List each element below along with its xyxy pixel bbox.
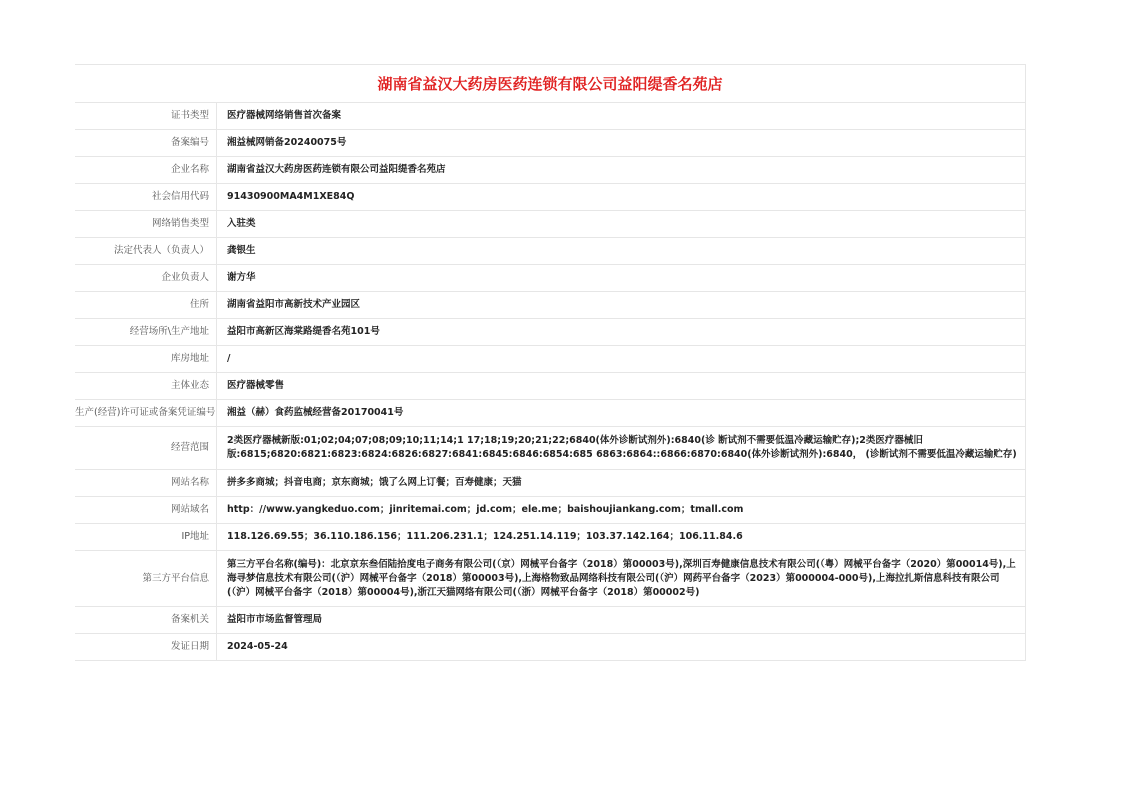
row-business-scope <box>75 427 1026 470</box>
label-license-number: 生产(经营)许可证或备案凭证编号 <box>75 400 217 427</box>
value-legal-rep: 龚银生 <box>217 238 1026 265</box>
row-warehouse-address <box>75 346 1026 373</box>
label-residence: 住所 <box>75 292 217 319</box>
row-sales-type <box>75 211 1026 238</box>
value-sales-type: 入驻类 <box>217 211 1026 238</box>
label-third-party-platform: 第三方平台信息 <box>75 551 217 607</box>
row-website-domain <box>75 497 1026 524</box>
row-issue-date <box>75 634 1026 661</box>
row-website-name <box>75 470 1026 497</box>
page-title: 湖南省益汉大药房医药连锁有限公司益阳缇香名苑店 <box>377 75 723 93</box>
row-ip-address <box>75 524 1026 551</box>
value-business-address: 益阳市高新区海棠路缇香名苑101号 <box>217 319 1026 346</box>
value-third-party-platform: 第三方平台名称(编号)：北京京东叁佰陆拾度电子商务有限公司(（京）网械平台备字（2018）第00003号),深圳百寿健康信息技术有限公司(（粤）网械平台备字（2020）第00014号),上海寻梦信息技术有限公司(（沪）网械平台备字（2018）第00003号),上海格物致品网络科技有限公司(（沪）网药平台备字（2023）第000004-000号),上海拉扎斯信息科技有限公司(（沪）网械平台备字（2018）第00004号),浙江天猫网络有限公司(（浙）网械平台备字（2018）第00002号) <box>217 551 1026 607</box>
row-residence <box>75 292 1026 319</box>
label-website-domain: 网站域名 <box>75 497 217 524</box>
label-issue-date: 发证日期 <box>75 634 217 661</box>
value-business-scope: 2类医疗器械新版:01;02;04;07;08;09;10;11;14;1 17;18;19;20;21;22;6840(体外诊断试剂外):6840(诊 断试剂不需要低温冷藏运输贮存);2类医疗器械旧版:6815;6820:6821:6823:6824:6826:6827:6841:6845:6846:6854:685 6863:6864::6866:6870:6840(体外诊断试剂外):6840， (诊断试剂不需要低温冷藏运输贮存) <box>217 427 1026 470</box>
row-license-number <box>75 400 1026 427</box>
label-business-format: 主体业态 <box>75 373 217 400</box>
value-company-head: 谢方华 <box>217 265 1026 292</box>
value-warehouse-address: / <box>217 346 1026 373</box>
label-company-head: 企业负责人 <box>75 265 217 292</box>
label-record-number: 备案编号 <box>75 130 217 157</box>
label-website-name: 网站名称 <box>75 470 217 497</box>
label-certificate-type: 证书类型 <box>75 103 217 130</box>
label-company-name: 企业名称 <box>75 157 217 184</box>
value-website-name: 拼多多商城；抖音电商；京东商城；饿了么网上订餐；百寿健康；天猫 <box>217 470 1026 497</box>
value-issue-date: 2024-05-24 <box>217 634 1026 661</box>
row-business-address <box>75 319 1026 346</box>
value-business-format: 医疗器械零售 <box>217 373 1026 400</box>
row-certificate-type <box>75 103 1026 130</box>
label-ip-address: IP地址 <box>75 524 217 551</box>
value-certificate-type: 医疗器械网络销售首次备案 <box>217 103 1026 130</box>
label-business-address: 经营场所\生产地址 <box>75 319 217 346</box>
label-warehouse-address: 库房地址 <box>75 346 217 373</box>
row-business-format <box>75 373 1026 400</box>
title-row <box>75 64 1026 102</box>
value-website-domain: http：//www.yangkeduo.com；jinritemai.com；jd.com；ele.me；baishoujiankang.com；tmall.com <box>217 497 1026 524</box>
row-company-head <box>75 265 1026 292</box>
label-sales-type: 网络销售类型 <box>75 211 217 238</box>
value-credit-code: 91430900MA4M1XE84Q <box>217 184 1026 211</box>
value-ip-address: 118.126.69.55；36.110.186.156；111.206.231.1；124.251.14.119；103.37.142.164；106.11.84.6 <box>217 524 1026 551</box>
row-third-party-platform <box>75 551 1026 607</box>
row-company-name <box>75 157 1026 184</box>
value-record-authority: 益阳市市场监督管理局 <box>217 607 1026 634</box>
record-table <box>75 102 1026 661</box>
value-record-number: 湘益械网销备20240075号 <box>217 130 1026 157</box>
row-credit-code <box>75 184 1026 211</box>
row-record-authority <box>75 607 1026 634</box>
label-record-authority: 备案机关 <box>75 607 217 634</box>
label-credit-code: 社会信用代码 <box>75 184 217 211</box>
row-record-number <box>75 130 1026 157</box>
record-sheet <box>75 64 1026 661</box>
value-residence: 湖南省益阳市高新技术产业园区 <box>217 292 1026 319</box>
value-company-name: 湖南省益汉大药房医药连锁有限公司益阳缇香名苑店 <box>217 157 1026 184</box>
value-license-number: 湘益（赫）食药监械经营备20170041号 <box>217 400 1026 427</box>
label-legal-rep: 法定代表人（负责人） <box>75 238 217 265</box>
label-business-scope: 经营范围 <box>75 427 217 470</box>
row-legal-rep <box>75 238 1026 265</box>
